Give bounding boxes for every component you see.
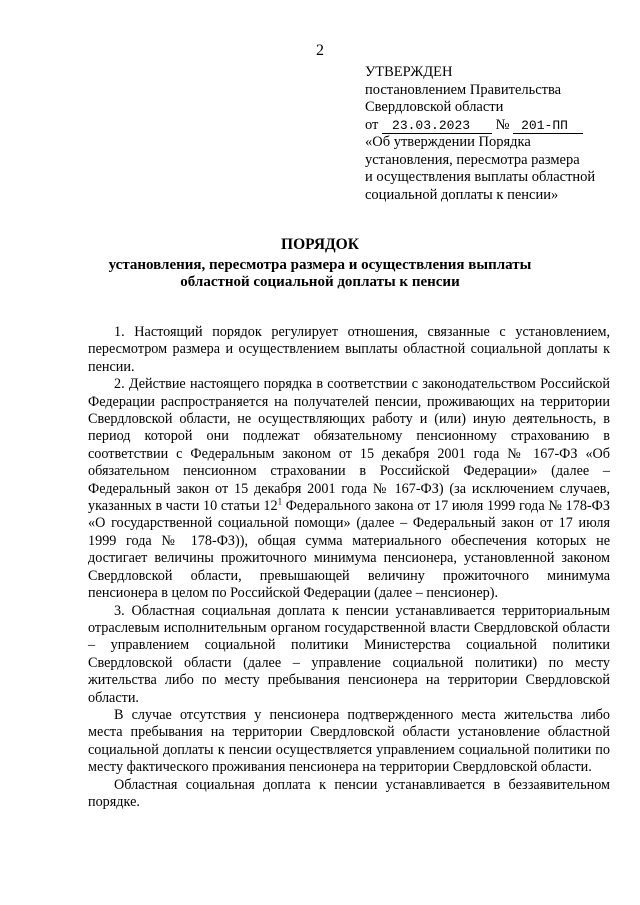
document-title <box>0 236 640 291</box>
page-number: 2 <box>316 42 324 59</box>
approval-date-number-line <box>365 117 615 135</box>
approval-subject-line1: «Об утверждении Порядка <box>365 134 531 150</box>
paragraph-2-superscript: 1 <box>277 496 283 507</box>
approval-region: Свердловской области <box>365 99 504 115</box>
paragraph-4: В случае отсутствия у пенсионера подтвержденного места жительства либо места пребывания на территории Свердловской области установление областной социальной доплаты к пенсии осуществляется управлением социальной политики по месту фактического проживания пенсионера на территории Свердловской области. <box>88 706 610 776</box>
approval-stamp-block <box>365 64 615 204</box>
title-subtitle-line2: областной социальной доплаты к пенсии <box>180 274 460 290</box>
approval-subject-line4: социальной доплаты к пенсии» <box>365 186 559 203</box>
paragraph-2-part2: Федерального закона от 17 июля 1999 года № 178-ФЗ «О государственной социальной помощи» (далее – Федеральный закон от 17 июля 1999 года № 178-ФЗ)), общая сумма материального обеспечения которых не достигает величины прожиточного минимума пенсионера, установленной законом Свердловской области, превышающей величину прожиточного минимума пенсионера в целом по Российской Федерации (далее – пенсионер). <box>88 498 610 602</box>
paragraph-2-part1: 2. Действие настоящего порядка в соответствии с законодательством Российской Федерации распространяется на получателей пенсии, проживающих на территории Свердловской области, не осуществляющих работу и (или) иную деятельность, в период которой они подлежат обязательному пенсионному страхованию в соответствии с Федеральным законом от 15 декабря 2001 года № 167-ФЗ «Об обязательном пенсионном страховании в Российской Федерации» (далее – Федеральный закон от 15 декабря 2001 года № 167-ФЗ) (за исключением случаев, указанных в части 10 статьи 12 <box>88 376 610 515</box>
number-prefix: № <box>495 116 510 133</box>
approval-number: 201-ПП <box>513 119 583 134</box>
title-heading: ПОРЯДОК <box>281 236 359 253</box>
title-subtitle-line1: установления, пересмотра размера и осуществления выплаты <box>108 257 532 273</box>
approval-subject-line3: и осуществления выплаты областной <box>365 169 596 185</box>
approval-date: 23.03.2023 <box>382 119 492 134</box>
date-prefix: от <box>365 116 379 133</box>
paragraph-1: 1. Настоящий порядок регулирует отношения, связанные с установлением, пересмотром размера и осуществлением выплаты областной социальной доплаты к пенсии. <box>88 324 610 375</box>
approval-heading: УТВЕРЖДЕН <box>365 64 453 80</box>
paragraph-5: Областная социальная доплата к пенсии устанавливается в беззаявительном порядке. <box>88 776 610 810</box>
paragraph-2 <box>88 376 610 602</box>
document-body <box>88 324 610 811</box>
approval-subject-line2: установления, пересмотра размера <box>365 151 580 168</box>
paragraph-3: 3. Областная социальная доплата к пенсии устанавливается территориальным отраслевым исполнительным органом государственной власти Свердловской области – управлением социальной политики Министерства социальной политики Свердловской области (далее – управление социальной политики) по месту жительства либо по месту пребывания пенсионера на территории Свердловской области. <box>88 602 610 706</box>
approval-issuer: постановлением Правительства <box>365 81 562 98</box>
